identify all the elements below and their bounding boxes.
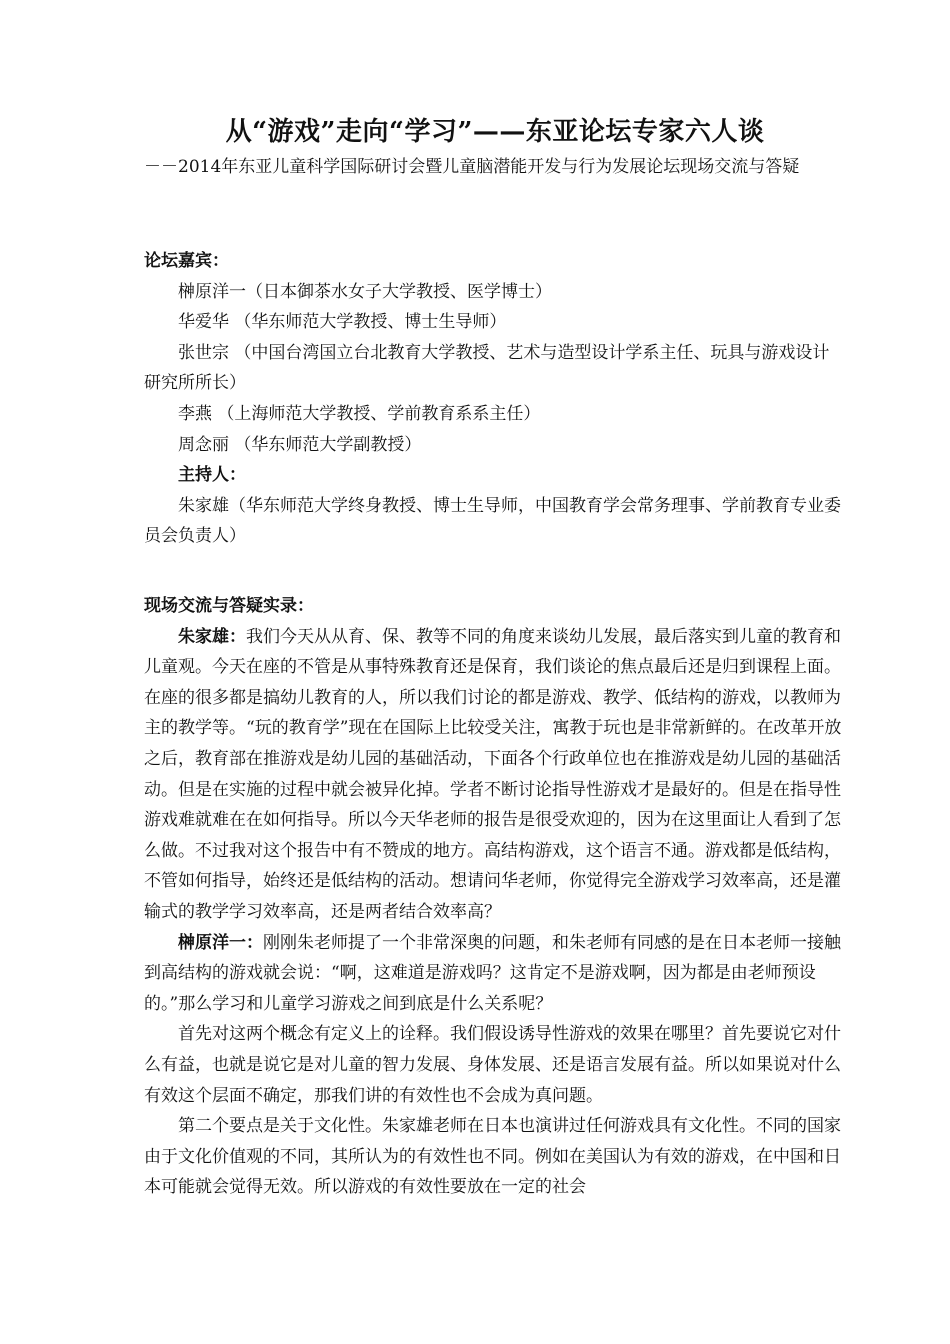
guest-item: 周念丽 （华东师范大学副教授） — [178, 434, 422, 455]
guests-heading: 论坛嘉宾： — [144, 251, 229, 271]
paragraph-text: 首先对这两个概念有定义上的诠释。我们假设诱导性游戏的效果在哪里？首先要说它对什么有益，也就是说它是对儿童的智力发展、身体发展、还是语言发展有益。所以如果说对什么有效这个层面不确定，那我们讲的有效性也不会成为真问题。 — [144, 1024, 841, 1106]
speaker-name: 榊原洋一： — [178, 932, 263, 953]
paragraph-text: 我们今天从从育、保、教等不同的角度来谈幼儿发展，最后落实到儿童的教育和儿童观。今天在座的不管是从事特殊教育还是保育，我们谈论的焦点最后还是归到课程上面。在座的很多都是搞幼儿教育的人，所以我们讨论的都是游戏、教学、低结构的游戏，以教师为主的教学等。“玩的教育学”现在在国际上比较受关注，寓教于玩也是非常新鲜的。在改革开放之后，教育部在推游戏是幼儿园的基础活动，下面各个行政单位也在推游戏是幼儿园的基础活动。但是在实施的过程中就会被异化掉。学者不断讨论指导性游戏才是最好的。但是在指导性游戏难就难在在如何指导。所以今天华老师的报告是很受欢迎的，因为在这里面让人看到了怎么做。不过我对这个报告中有不赞成的地方。高结构游戏，这个语言不通。游戏都是低结构，不管如何指导，始终还是低结构的活动。想请问华老师，你觉得完全游戏学习效率高，还是灌输式的教学学习效率高，还是两者结合效率高？ — [144, 626, 842, 922]
paragraph-text: 第二个要点是关于文化性。朱家雄老师在日本也演讲过任何游戏具有文化性。不同的国家由于文化价值观的不同，其所认为的有效性也不同。例如在美国认为有效的游戏，在中国和日本可能就会觉得无效。所以游戏的有效性要放在一定的社会 — [144, 1116, 841, 1198]
paragraph-text: 刚刚朱老师提了一个非常深奥的问题，和朱老师有同感的是在日本老师一接触到高结构的游戏就会说：“啊，这难道是游戏吗？这肯定不是游戏啊，因为都是由老师预设的。”那么学习和儿童学习游戏之间到底是什么关系呢？ — [144, 932, 841, 1014]
record-section — [144, 591, 844, 1203]
speaker-name: 朱家雄： — [178, 626, 246, 647]
dialogue-paragraph — [144, 622, 844, 928]
guest-item: 榊原洋一（日本御茶水女子大学教授、医学博士） — [178, 281, 552, 302]
guest-item: 张世宗 （中国台湾国立台北教育大学教授、艺术与造型设计学系主任、玩具与游戏设计研究所所长） — [144, 342, 830, 394]
document-subtitle: －－2014年东亚儿童科学国际研讨会暨儿童脑潜能开发与行为发展论坛现场交流与答疑 — [144, 157, 800, 177]
dialogue-paragraph — [144, 1019, 844, 1111]
document-title: 从“游戏”走向“学习”——东亚论坛专家六人谈 — [225, 117, 765, 147]
host-heading: 主持人： — [178, 465, 246, 486]
guest-item: 李燕 （上海师范大学教授、学前教育系系主任） — [178, 403, 541, 424]
dialogue-paragraph — [144, 928, 844, 1020]
host-item: 朱家雄（华东师范大学终身教授、博士生导师，中国教育学会常务理事、学前教育专业委员会负责人） — [144, 495, 841, 547]
dialogue-paragraph — [144, 1111, 844, 1203]
guest-item: 华爱华 （华东师范大学教授、博士生导师） — [178, 312, 507, 333]
record-heading: 现场交流与答疑实录： — [144, 596, 314, 616]
guests-section — [144, 246, 844, 552]
